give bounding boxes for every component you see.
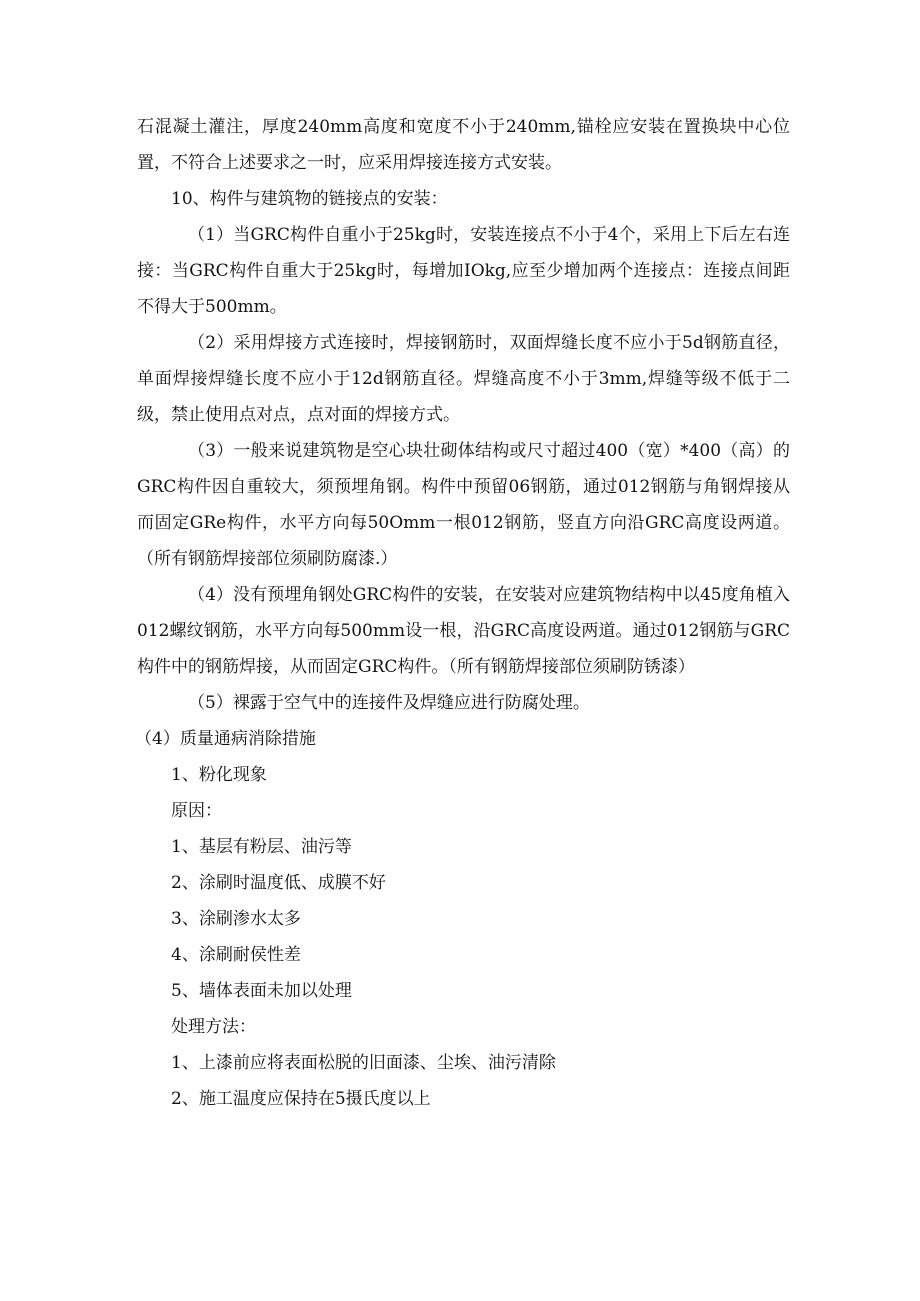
list-item: 2、涂刷时温度低、成膜不好 — [171, 873, 386, 893]
list-item: 处理方法： — [171, 1017, 256, 1037]
paragraph-no-angle-steel: （4）没有预埋角钢处GRC构件的安装，在安装对应建筑物结构中以45度角植入012螺纹钢筋，水平方向每500mm设一根，沿GRC高度设两道。通过012钢筋与GRC构件中的钢筋焊接，从而固定GRC构件。（所有钢筋焊接部位须刷防锈漆） — [137, 585, 790, 677]
section-heading-quality-defects: （4）质量通病消除措施 — [135, 729, 316, 749]
list-item: 2、施工温度应保持在5摄氏度以上 — [171, 1089, 431, 1109]
document-body — [137, 109, 790, 1117]
paragraph-connection-count: （1）当GRC构件自重小于25kg时，安装连接点不小于4个，采用上下后左右连接：当GRC构件自重大于25kg时，每增加IOkg,应至少增加两个连接点：连接点间距不得大于500mm。 — [137, 225, 790, 317]
list-item: 1、上漆前应将表面松脱的旧面漆、尘埃、油污清除 — [171, 1053, 556, 1073]
list-item: 4、涂刷耐侯性差 — [171, 945, 301, 965]
paragraph-anticorrosion: （5）裸露于空气中的连接件及焊缝应进行防腐处理。 — [188, 693, 590, 713]
list-item: 5、墙体表面未加以处理 — [171, 981, 352, 1001]
section-heading-connection-points: 10、构件与建筑物的链接点的安装： — [171, 189, 448, 209]
paragraph-welding-requirements: （2）采用焊接方式连接时，焊接钢筋时，双面焊缝长度不应小于5d钢筋直径，单面焊接焊缝长度不应小于12d钢筋直径。焊缝高度不小于3mm,焊缝等级不低于二级，禁止使用点对点，点对面的焊接方式。 — [137, 333, 790, 425]
list-item: 1、粉化现象 — [171, 765, 267, 785]
paragraph-anchor-installation-end: 石混凝土灌注，厚度240mm高度和宽度不小于240mm,锚栓应安装在置换块中心位置，不符合上述要求之一时，应采用焊接连接方式安装。 — [137, 117, 790, 173]
list-item: 3、涂刷渗水太多 — [171, 909, 301, 929]
list-item: 1、基层有粉层、油污等 — [171, 837, 352, 857]
list-item: 原因： — [171, 801, 222, 821]
paragraph-embedded-angle-steel: （3）一般来说建筑物是空心块壮砌体结构或尺寸超过400（宽）*400（高）的GRC构件因自重较大，须预埋角钢。构件中预留06钢筋，通过012钢筋与角钢焊接从而固定GRe构件，水平方向每50Omm一根012钢筋，竖直方向沿GRC高度设两道。（所有钢筋焊接部位须刷防腐漆.） — [137, 441, 790, 569]
